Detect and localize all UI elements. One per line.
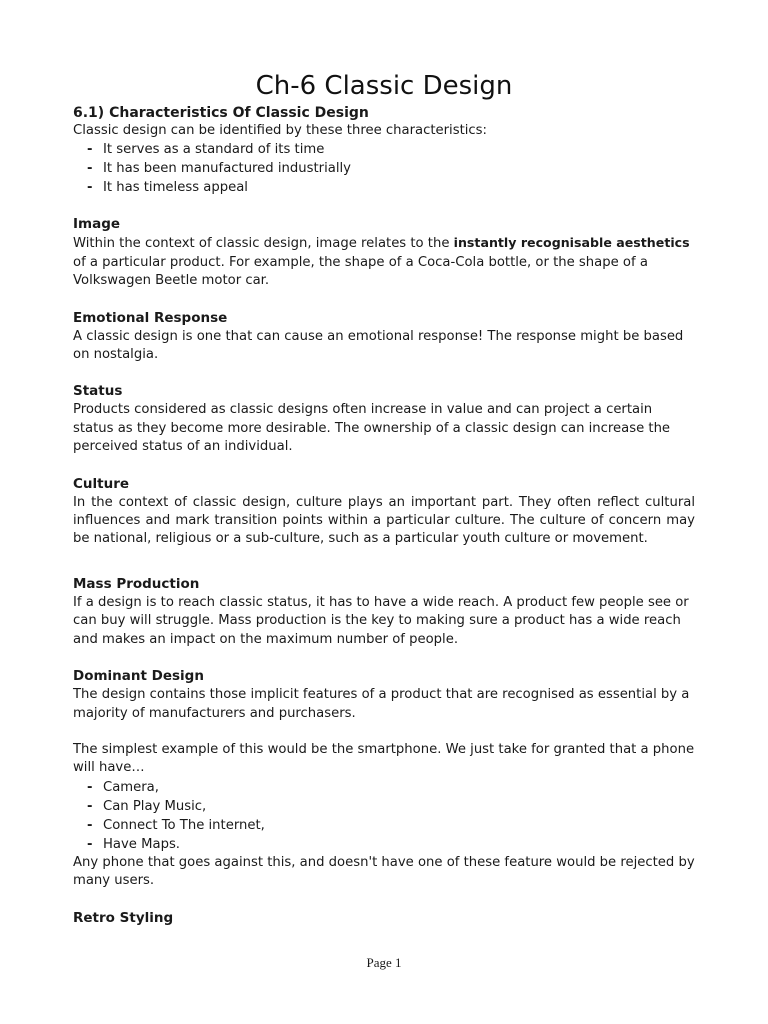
characteristics-list [73, 140, 695, 197]
list-item: - It has timeless appeal [87, 180, 248, 196]
dash-bullet: - [87, 817, 93, 833]
emotional-response-paragraph: A classic design is one that can cause an emotional response! The response might be based on nostalgia. [73, 328, 684, 363]
document-body [73, 70, 695, 928]
dominant-design-heading: Dominant Design [73, 668, 204, 685]
dash-bullet: - [87, 161, 93, 177]
dash-bullet: - [87, 142, 93, 158]
dash-bullet: - [87, 180, 93, 196]
dash-bullet: - [87, 779, 93, 795]
mass-production-heading: Mass Production [73, 575, 200, 592]
emotional-response-heading: Emotional Response [73, 309, 228, 326]
status-heading: Status [73, 383, 123, 400]
page-number: Page 1 [366, 955, 402, 970]
list-item: - It serves as a standard of its time [87, 142, 325, 158]
emphasis-text: instantly recognisable aesthetics [453, 235, 690, 251]
mass-production-paragraph: If a design is to reach classic status, it has to have a wide reach. A product few people see or can buy will struggle. Mass production is the key to making sure a product has a wide reach and makes an impact on the maximum number of people. [73, 594, 689, 647]
list-item: - Have Maps. [87, 836, 181, 852]
dominant-design-paragraph: The design contains those implicit features of a product that are recognised as essential by a majority of manufacturers and purchasers. [73, 687, 690, 721]
section-heading: 6.1) Characteristics Of Classic Design [73, 105, 369, 121]
document-title: Ch-6 Classic Design [255, 71, 513, 101]
list-item: - Can Play Music, [87, 798, 207, 814]
list-item: - Connect To The internet, [87, 817, 265, 833]
dash-bullet: - [87, 836, 93, 852]
status-paragraph: Products considered as classic designs often increase in value and can project a certain status as they become more desirable. The ownership of a classic design can increase the perceived status of an individual. [73, 402, 671, 455]
image-paragraph: Within the context of classic design, image relates to the instantly recognisable aesthetics of a particular product. For example, the shape of a Coca-Cola bottle, or the shape of a Volkswagen Beetle motor car. [73, 235, 690, 289]
smartphone-example-paragraph: The simplest example of this would be the smartphone. We just take for granted that a phone will have… [73, 741, 695, 776]
culture-heading: Culture [73, 475, 130, 492]
dash-bullet: - [87, 798, 93, 814]
culture-paragraph: In the context of classic design, culture plays an important part. They often reflect cultural influences and mark transition points within a particular culture. The culture of concern may be national, religious or a sub-culture, such as a particular youth culture or movement. [73, 494, 695, 547]
features-list [73, 778, 695, 854]
list-item: - Camera, [87, 779, 159, 795]
list-item: - It has been manufactured industrially [87, 161, 351, 177]
image-heading: Image [73, 216, 121, 233]
retro-styling-heading: Retro Styling [73, 909, 174, 926]
intro-paragraph: Classic design can be identified by these three characteristics: [73, 123, 487, 138]
conclusion-paragraph: Any phone that goes against this, and doesn't have one of these feature would be rejected by many users. [73, 854, 695, 889]
